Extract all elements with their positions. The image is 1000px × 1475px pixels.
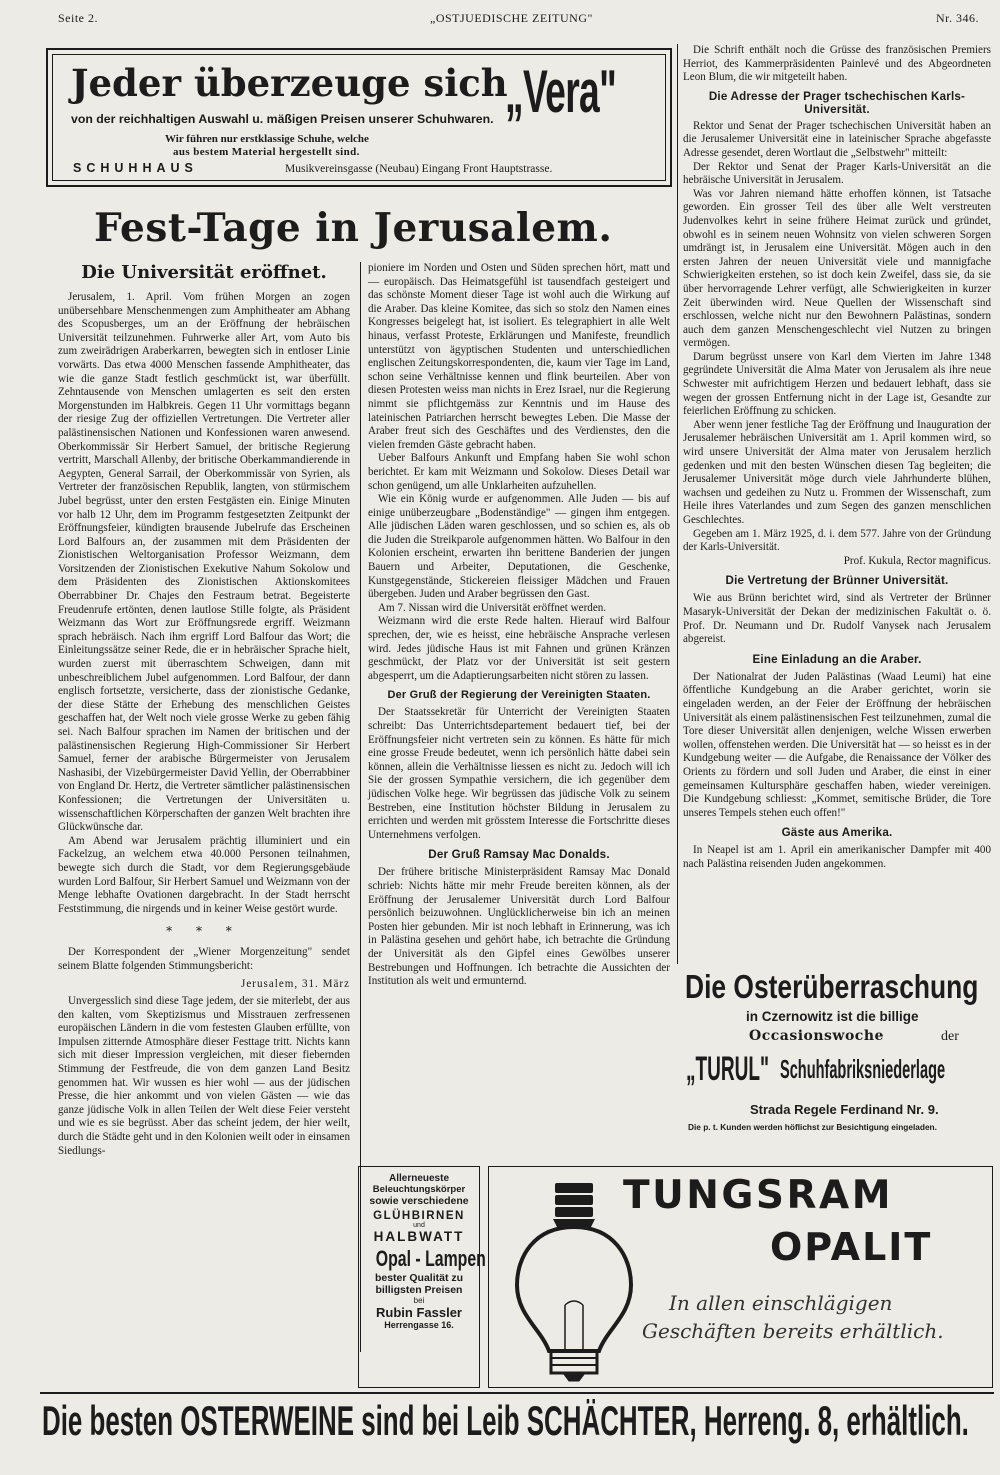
prague-text-5: Aber wenn jener festliche Tag der Eröffnung und Inauguration der Jerusalemer hebräischen Universität am 1. April kommen wird, so wird unsere Universität der Alma mater von Jerusalem herzlich gedenken und mit den besten Wünschen diesen Tag begleiten; die Jerusalemer Universität möge durch viele Jahrhunderte blühen, wachsen und gedeihen zu Nutz u. Frommen der Wissenschaft, zum Heile ihres Vaterlandes und zum Segen des ganzen menschlichen Geschlechtes. bbox=[683, 418, 991, 526]
page-number: Seite 2. bbox=[58, 11, 98, 25]
col2-paragraph-5: Weizmann wird die erste Rede halten. Hierauf wird Balfour sprechen, der, wie es heisst, eine hebräische Ansprache verlesen wird. Jedes jüdische Haus ist mit Fahnen und grünen Kränzen geschmückt, der Platz vor der Universität ist seit gestern abgesperrt, um die Adaptierungsarbeiten nicht stören zu lassen. bbox=[368, 615, 670, 682]
ad-tungsram-product: OPALIT bbox=[770, 1225, 933, 1269]
ad-fassler-l9: billigsten Preisen bbox=[375, 1284, 463, 1296]
article-title: Fest-Tage in Jerusalem. bbox=[94, 205, 613, 251]
guests-text: In Neapel ist am 1. April ein amerikanischer Dampfer mit 400 nach Palästina reisenden Juden angekommen. bbox=[683, 844, 991, 870]
ad-tungsram-tag1: In allen einschlägigen bbox=[669, 1291, 893, 1315]
ad-tungsram bbox=[488, 1166, 993, 1388]
issue-number: Nr. 346. bbox=[936, 11, 979, 25]
ad-turul-line2b: der bbox=[941, 1029, 959, 1044]
ad-fassler-l2: Beleuchtungskörper bbox=[372, 1184, 466, 1195]
ad-turul-brand2: Schuhfabriksniederlage bbox=[780, 1054, 946, 1084]
ad-vera-line1: von der reichhaltigen Auswahl u. mäßigen Preisen unserer Schuhwaren. bbox=[71, 112, 494, 126]
ad-turul-headline: Die Osterüberraschung bbox=[685, 968, 979, 1005]
ad-fassler-name: Rubin Fassler bbox=[376, 1305, 462, 1320]
section-dots: * * * bbox=[166, 924, 242, 939]
ad-vera-line3: aus bestem Material hergestellt sind. bbox=[173, 146, 360, 158]
column-2 bbox=[368, 262, 670, 989]
col1-paragraph-1: Jerusalem, 1. April. Vom frühen Morgen an zogen unübersehbare Menschenmengen zum Amphitheater am Abhang des Scopusberges, um an der Eröffnung der hebräischen Universität teilzunehmen. Fuhrwerke aller Art, vom Auto bis zum zweirädrigen Araberkarren, bewegten sich in entloser Linie vorwärts. Das etwa 4000 Menschen fassende Amphitheater, das wie die ganze Stadt festlich geschmückt ist, war überfüllt. Zehntausende von Menschen umlagerten es seit den ersten Morgenstunden im Halbkreis. Gegen 11 Uhr vormittags begann der riesige Zug der offiziellen Vertretungen. Die Vertreter aller palästinensischen Nationen und Konfessionen waren anwesend. Oberkommissär Sir Herbert Samuel, der britische Regierung vertritt, Marschall Allenby, der britische Oberkammandierende in Aegypten, General Sarrail, der Oberkommissär von Syrien, als Vertreter der französischen Republik, langten, von stürmischem Jubel begrüsst, unter den ersten Festgästen ein. Einige Minuten vor halb 12 Uhr, dem im Programm festgesetzten Zeitpunkt der Eröffnungsfeier, kündigten brausende Jubelrufe das Erscheinen Lord Balfours an, der zusammen mit dem Präsidenten der Zionistischen Weltorganisation Professor Weizmann, dem Vorsitzenden der Zionistischen Exekutive Nahum Sokolow und dem Präsidenten des Zionistischen Aktionskomitees Oberrabbiner Dr. Chajes den Festraum betrat. Begeisterte Freudenrufe ertönten, denen lautlose Stille folgte, als Präsident Weizmann das Wort zur Eröffnungsrede ergriff. Weizmann sprach hebräisch. Nach ihm ergriff Lord Balfour das Wort; die Einleitungssätze seiner Rede, die er in hebräischer Sprache hielt, wurden zuerst mit überraschtem Schweigen, dann mit unbeschreiblichem Jubel aufgenommen. Lord Balfour, der dann englisch fortsetzte, versicherte, dass der zionistische Gedanke, der diese Stätte der Erhebung des menschlichen Geistes geschaffen hat, der Welt noch viele grosse Werke zu geben fähig sei. Nach Balfour sprachen im Namen der britischen und der palästinensischen Regierung High-Commissioner Sir Herbert Samuel, ferner der arabische Bürgermeister von Jerusalem Nashasibi, der Vizebürgermeister David Yellin, der Oberrabbiner von England Dr. Hertz, die Vertreter sämtlicher palästinensischen Konfessionen; die Vertretungen der Universitäten u. wissenschaftlichen Körperschaften der ganzen Welt brachten ihre Glückwünsche dar. bbox=[58, 291, 350, 834]
ad-vera-shop: SCHUHHAUS bbox=[73, 161, 198, 175]
ad-vera-headline: Jeder überzeuge sich bbox=[71, 61, 508, 105]
col2-paragraph-1: pioniere im Norden und Osten und Süden sprechen hört, matt und — europäisch. Das Heimatsgefühl ist tausendfach gesteigert und das schönste Moment dieser Tage ist wohl auch die Wirkung auf die Araber. Das kleine Komitee, das sich so stolz den Namen eines Kongresses beigelegt hat, ist isoliert. Es telegraphiert in alle Welt hinaus, verfasst Proteste, Erklärungen und Manifeste, freundlich unterstützt von ägyptischen Studenten und unterschiedlichen englischen Zeitungskorrespondenten, die, kaum vier Tage im Land, schon seine Verhältnisse kennen und flink beurteilen. Aber von diesen Protesten weiss man nichts in Erez Israel, nur die Regierung nimmt sie pflichtgemäss zur Kenntnis und im Hause des lateinischen Patriarchen herrscht bewegtes Leben. Die Masse der Araber freut sich des Geschäftes und des Verdienstes, den die vielen fremden Gäste gebracht haben. bbox=[368, 262, 670, 451]
ad-turul-address: Strada Regele Ferdinand Nr. 9. bbox=[750, 1102, 939, 1117]
ad-turul bbox=[683, 968, 993, 1056]
article-subtitle: Die Universität eröffnet. bbox=[81, 262, 327, 283]
ad-turul-note: Die p. t. Kunden werden höflichst zur Besichtigung eingeladen. bbox=[688, 1122, 937, 1132]
ad-fassler-l10: bei bbox=[413, 1296, 425, 1305]
ad-fassler-l5: und bbox=[413, 1222, 425, 1229]
ad-tungsram-tag2: Geschäften bereits erhältlich. bbox=[642, 1319, 944, 1343]
prague-text-1: Rektor und Senat der Prager tschechischen Universität haben an die Jerusalemer Universität eine in lateinischer Sprache abgefasste Adresse gesendet, deren Wortlaut die „Selbstwehr" mitteilt: bbox=[683, 119, 991, 159]
col2-paragraph-3: Wie ein König wurde er aufgenommen. Alle Juden — bis auf einige unüberzeugbare „Bodenständige" — gingen ihm entgegen. Alle jüdischen Läden waren geschlossen, und so schien es, als ob die Juden die Streikparole aufgenommen hätten. Wo Balfour in den Kolonien erscheint, erwarten ihn berittene Banderien der jungen Bauern und Arbeiter, Deputationen, die Geschenke, Kunstgegenstände, Stickereien fleissiger Mädchen und Frauen übergeben. Juden und Araber begrüssen den Gast. bbox=[368, 493, 670, 601]
macdonald-heading: Der Gruß Ramsay Mac Donalds. bbox=[428, 848, 610, 862]
col1-dateline: Jerusalem, 31. März bbox=[241, 977, 350, 990]
brno-text: Wie aus Brünn berichtet wird, sind als Vertreter der Brünner Masaryk-Universität der Dekan der medizinischen Fakultät o. ö. Prof. Dr. Neumann und Dr. Rudolf Vanysek nach Jerusalem abgereist. bbox=[683, 592, 991, 646]
col1-intro: Der Korrespondent der „Wiener Morgenzeitung" sendet seinem Blatte folgenden Stimmungsbericht: bbox=[58, 946, 350, 972]
ad-vera-address: Musikvereinsgasse (Neubau) Eingang Front Hauptstrasse. bbox=[285, 163, 553, 175]
footer-ad: Die besten OSTERWEINE sind bei Leib SCHÄCHTER, Herreng. 8, erhältlich. bbox=[42, 1397, 969, 1444]
lightbulb-icon bbox=[509, 1179, 639, 1383]
prague-text-4: Darum begrüsst unsere von Karl dem Vierten im Jahre 1348 gegründete Universität die Alma Mater von Jerusalem als ihre neue Schwester mit aufrichtigem Herzen und bedauert lebhaft, dass sie wegen der grossen Entfernung nicht in der Lage ist, Gesandte zur feierlichen Eröffnung zu schicken. bbox=[683, 350, 991, 418]
arab-heading: Eine Einladung an die Araber. bbox=[752, 652, 922, 666]
ad-fassler-l8: bester Qualität zu bbox=[374, 1272, 464, 1284]
col1-paragraph-2: Am Abend war Jerusalem prächtig illuminiert und ein Fackelzug, an welchem etwa 40.000 Personen teilnahmen, bewegte sich durch die Stadt, vor dem Regierungsgebäude wurden Lord Balfour, Sir Herbert Samuel und Weizmann von der Menge lebhafte Ovationen dargebracht. In der Stadt herrscht Feststimmung, die nirgends und in keiner Weise gestört wurde. bbox=[58, 834, 350, 915]
footer-rule bbox=[40, 1392, 994, 1394]
masthead: „OSTJUEDISCHE ZEITUNG" bbox=[430, 11, 593, 25]
column-3 bbox=[683, 44, 991, 871]
ad-turul-line2: Occasionswoche bbox=[749, 1028, 884, 1044]
ad-vera bbox=[46, 48, 672, 187]
us-text: Der Staatssekretär für Unterricht der Vereinigten Staaten schreibt: Das Unterrichtsdepartement bedauert tief, bei der Eröffnungsfeier nicht vertreten sein zu können. Es hätte für mich eine grosse Freude bedeutet, wenn ich persönlich hätte dabei sein können, allein die Verhältnisse liessen es nicht zu. Jedoch will ich Sie der grossen Sympathie versichern, die ich gegenüber dem jüdischen Volke hege. Wir begrüssen das jüdische Volk zu seinem Bestreben, eine Institution höchster Bildung in Jerusalem zu errichten und werden mit grösstem Interesse die Fortschritte dieses Unternehmens verfolgen. bbox=[368, 706, 670, 841]
macdonald-text: Der frühere britische Ministerpräsident Ramsay Mac Donald schrieb: Nichts hätte mir mehr Freude bereiten können, als der Eröffnung der Jerusalemer Universität durch Lord Balfour persönlich beizuwohnen. Unglücklicherweise bin ich an meinen Posten hier gebunden. Mir ist noch lebhaft in Erinnerung, was ich in Palästina gesehen und gehört habe, ich betrachte die Gründung der Universität als den Gipfel eines Gewölbes unserer Bestrebungen und Hoffnungen. Ich betrachte die Aussichten der Institution als weit und ermunternd. bbox=[368, 866, 670, 988]
ad-fassler-l3: sowie verschiedene bbox=[369, 1195, 469, 1207]
prague-text-2: Der Rektor und Senat der Prager Karls-Universität an die hebräische Universität in Jerusalem. bbox=[683, 160, 991, 187]
brno-heading: Die Vertretung der Brünner Universität. bbox=[725, 574, 949, 588]
arab-text: Der Nationalrat der Juden Palästinas (Waad Leumi) hat eine öffentliche Kundgebung an die Araber gerichtet, worin sie eingeladen werden, an der Feier der Eröffnung der hebräischen Universität als einem palästinensischen Fest teilzunehmen, zumal die Tore dieser Universität allen denjenigen, welche Wissen erwerben wollen, offenstehen werden. Die Universität hat — so heisst es in der Kundgebung weiter — die Aufgabe, die Renaissance der Völker des Orients zu fördern und soll Juden und Araber, die einst in einer gemeinsamen Kultursphäre geschaffen haben, wieder vereinigen. Die Kundgebung schliesst: „Kommet, semitische Brüder, die Tore unseres Tempels stehen euch offen!" bbox=[683, 670, 991, 819]
guests-heading: Gäste aus Amerika. bbox=[781, 826, 893, 840]
ad-vera-line2: Wir führen nur erstklassige Schuhe, welche bbox=[165, 133, 369, 145]
prague-signature: Prof. Kukula, Rector magnificus. bbox=[843, 554, 991, 567]
col3-intro: Die Schrift enthält noch die Grüsse des französischen Premiers Herriot, des Kammerpräsidenten Painlevé und des Abgeordneten Leon Blum, die wir mitgeteilt haben. bbox=[683, 44, 991, 84]
ad-fassler bbox=[358, 1166, 486, 1388]
col1-report: Unvergesslich sind diese Tage jedem, der sie miterlebt, der aus den kalten, vom Skeptizismus und Misstrauen zerfressenen europäischen Ländern in die vom festesten Glauben erfüllte, von Impulsen zitternde Atmosphäre dieser Festtage tritt. Nichts kann sich mit dieser Impression vergleichen, mit dieser fiebernden Stimmung der Festfreude, die von dem ganzen Land Besitz genommen hat. Wir wussen es hier wohl — aus der jüdischen Presse, die hier ankommt und von vielen Gästen — wie das ganze jüdische Volk in allen Teilen der Welt diese Feier versteht und wie es sie begrüsst. Aber das scheint jedem, der hier weilt, durch die Städte geht und in den Kolonien weilt oder in einsamen Siedlungs- bbox=[58, 995, 350, 1157]
ad-fassler-l1: Allerneueste bbox=[388, 1173, 450, 1184]
ad-fassler-l4: GLÜHBIRNEN bbox=[373, 1210, 465, 1222]
prague-text-3: Was vor Jahren niemand hätte erhoffen können, ist Tatsache geworden. Ein grosser Teil des über alle Welt verstreuten Judenvolkes kehrt in seine frühere Heimat zurück und gründet, obwohl es in seinem neuen Wohnsitz von vielen schweren Sorgen umdrängt ist, in Jerusalem eine Universität. Mögen auch in den ersten Jahren der neuen Universität viele und mannigfache Schwierigkeiten erstehen, so ist doch kein Zweifel, dass sie, da sie über hervorragende Lehrer verfügt, alle Schwierigkeiten in kurzer Zeit überwinden wird. Neue Quellen der Wissenschaft sind erschlossen, welche nicht nur den Bewohnern Palästinas, sondern auch dem ganzen Menschengeschlecht viel Nutzen zu bringen vermögen. bbox=[683, 187, 991, 350]
col2-paragraph-2: Ueber Balfours Ankunft und Empfang haben Sie wohl schon berichtet. Er kam mit Weizmann und Sokolow. Dieses Detail war schon genügend, um alle Unklarheiten aufzuhellen. bbox=[368, 452, 670, 492]
ad-fassler-street: Herrengasse 16. bbox=[384, 1320, 454, 1330]
ad-vera-brand: „Vera" bbox=[505, 58, 617, 125]
ad-fassler-l6: HALBWATT bbox=[373, 1229, 465, 1244]
column-rule bbox=[677, 44, 678, 964]
ad-turul-line1: in Czernowitz ist die billige bbox=[746, 1009, 919, 1024]
ad-tungsram-brand: TUNGSRAM bbox=[623, 1173, 894, 1218]
column-1 bbox=[58, 262, 350, 1158]
ad-turul-brand: „TURUL" bbox=[686, 1050, 770, 1088]
ad-fassler-l7: Opal - Lampen bbox=[375, 1246, 486, 1271]
us-heading: Der Gruß der Regierung der Vereinigten Staaten. bbox=[387, 689, 651, 702]
prague-text-6: Gegeben am 1. März 1925, d. i. dem 577. Jahre von der Gründung der Karls-Universität. bbox=[683, 527, 991, 554]
prague-heading: Die Adresse der Prager tschechischen Karls-Universität. bbox=[708, 89, 966, 116]
col2-paragraph-4: Am 7. Nissan wird die Universität eröffnet werden. bbox=[378, 601, 607, 614]
